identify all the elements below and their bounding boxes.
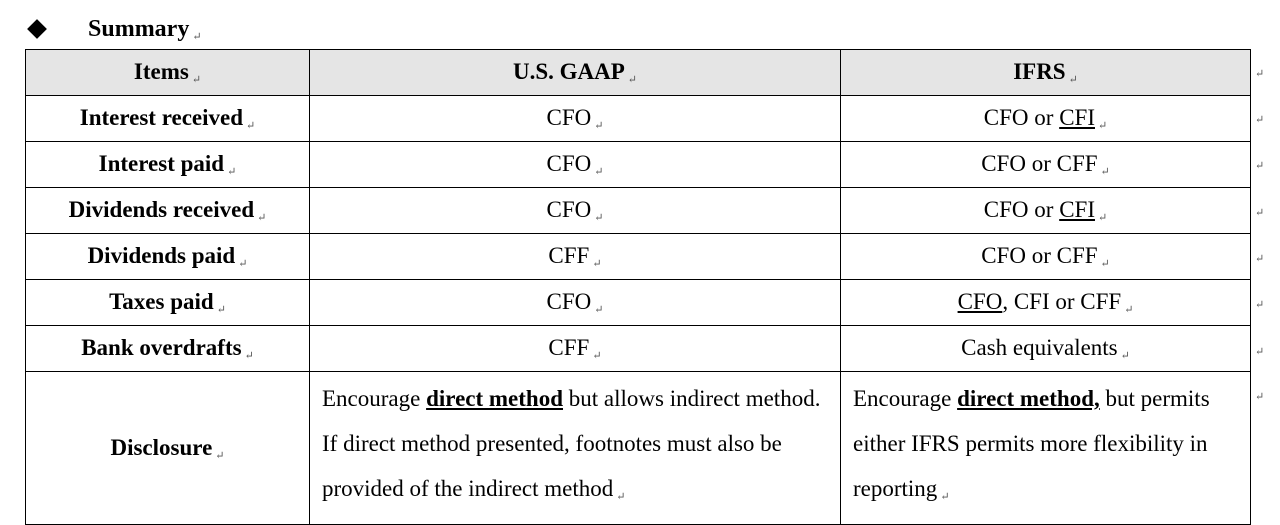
item-cell: Interest received ↵ xyxy=(26,96,310,142)
table-row xyxy=(26,188,1251,234)
table-row xyxy=(26,326,1251,372)
table-header-row xyxy=(26,50,1251,96)
ifrs-cell: CFO or CFI ↵ xyxy=(841,188,1251,234)
ifrs-cell: CFO or CFF ↵ xyxy=(841,234,1251,280)
ifrs-cell: CFO or CFI ↵ xyxy=(841,96,1251,142)
item-cell: Dividends paid ↵ xyxy=(26,234,310,280)
summary-heading xyxy=(26,12,202,46)
row-end-mark: ↵ xyxy=(1255,160,1265,172)
item-cell: Disclosure ↵ xyxy=(26,372,310,525)
table-row xyxy=(26,142,1251,188)
item-cell: Taxes paid ↵ xyxy=(26,280,310,326)
table-row xyxy=(26,96,1251,142)
table-row xyxy=(26,234,1251,280)
disclosure-row xyxy=(26,372,1251,525)
row-end-mark: ↵ xyxy=(1255,207,1265,219)
gaap-cell: CFF ↵ xyxy=(310,234,841,280)
header-items: Items ↵ xyxy=(26,50,310,96)
ifrs-cell: CFO, CFI or CFF ↵ xyxy=(841,280,1251,326)
gaap-cell: CFO ↵ xyxy=(310,280,841,326)
heading-text: Summary ↵ xyxy=(88,15,202,43)
diamond-bullet-icon xyxy=(27,19,47,39)
ifrs-disclosure-cell: Encourage direct method, but permits either IFRS permits more flexibility in reporting ↵ xyxy=(841,372,1251,525)
gaap-cell: CFO ↵ xyxy=(310,142,841,188)
gaap-disclosure-cell: Encourage direct method but allows indirect method. If direct method presented, footnotes must also be provided of the indirect method ↵ xyxy=(310,372,841,525)
summary-table xyxy=(25,49,1251,525)
header-us-gaap: U.S. GAAP ↵ xyxy=(310,50,841,96)
ifrs-cell: Cash equivalents ↵ xyxy=(841,326,1251,372)
row-end-mark: ↵ xyxy=(1255,253,1265,265)
gaap-cell: CFO ↵ xyxy=(310,188,841,234)
table-row xyxy=(26,280,1251,326)
item-cell: Bank overdrafts ↵ xyxy=(26,326,310,372)
ifrs-cell: CFO or CFF ↵ xyxy=(841,142,1251,188)
gaap-cell: CFO ↵ xyxy=(310,96,841,142)
gaap-cell: CFF ↵ xyxy=(310,326,841,372)
row-end-mark: ↵ xyxy=(1255,68,1265,80)
header-ifrs: IFRS ↵ xyxy=(841,50,1251,96)
row-end-mark: ↵ xyxy=(1255,299,1265,311)
row-end-mark: ↵ xyxy=(1255,114,1265,126)
item-cell: Interest paid ↵ xyxy=(26,142,310,188)
row-end-mark: ↵ xyxy=(1255,391,1265,403)
item-cell: Dividends received ↵ xyxy=(26,188,310,234)
row-end-mark: ↵ xyxy=(1255,346,1265,358)
